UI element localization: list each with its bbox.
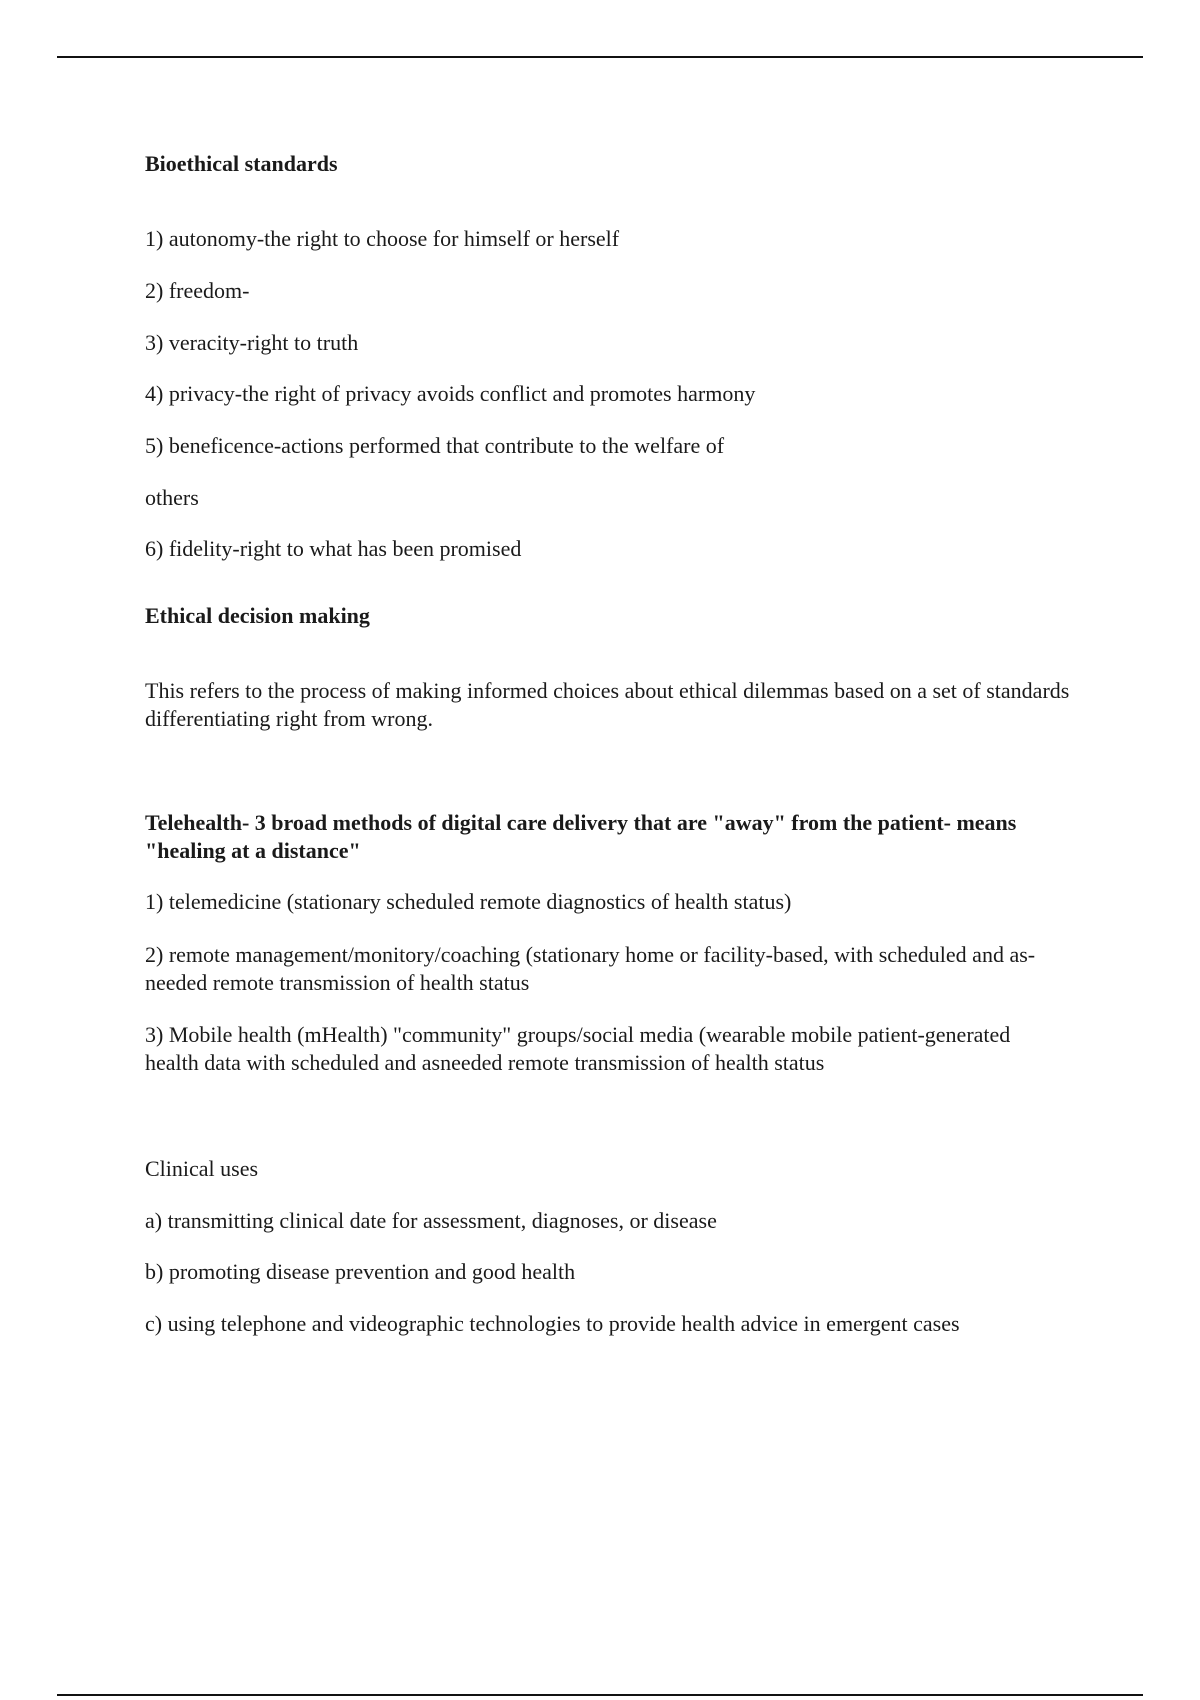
list-item: 1) telemedicine (stationary scheduled remote diagnostics of health status) — [145, 889, 792, 914]
list-item: 2) freedom- — [145, 278, 250, 303]
list-item: c) using telephone and videographic technologies to provide health advice in emergent cases — [145, 1311, 960, 1336]
heading-telehealth: Telehealth- 3 broad methods of digital care delivery that are "away" from the patient- means "healing at a distance" — [145, 810, 1017, 863]
list-item: a) transmitting clinical date for assessment, diagnoses, or disease — [145, 1208, 717, 1233]
list-item: b) promoting disease prevention and good health — [145, 1259, 576, 1284]
list-item: 5) beneficence-actions performed that contribute to the welfare of — [145, 433, 725, 458]
heading-ethical-decision-making: Ethical decision making — [145, 603, 370, 628]
list-item: 3) veracity-right to truth — [145, 330, 359, 355]
paragraph-ethical-decision: This refers to the process of making informed choices about ethical dilemmas based on a set of standards differentiating right from wrong. — [145, 678, 1070, 731]
heading-bioethical-standards: Bioethical standards — [145, 151, 338, 176]
heading-clinical-uses: Clinical uses — [145, 1156, 259, 1181]
list-item: 2) remote management/monitory/coaching (stationary home or facility-based, with scheduled and as-needed remote transmission of health status — [145, 942, 1036, 995]
list-item: 3) Mobile health (mHealth) "community" groups/social media (wearable mobile patient-generated health data with scheduled and asneeded remote transmission of health status — [145, 1022, 1011, 1075]
list-item: others — [145, 485, 199, 510]
bottom-rule — [57, 1694, 1143, 1696]
top-rule — [57, 56, 1143, 58]
list-item: 1) autonomy-the right to choose for himself or herself — [145, 226, 620, 251]
list-item: 4) privacy-the right of privacy avoids conflict and promotes harmony — [145, 381, 756, 406]
list-item: 6) fidelity-right to what has been promised — [145, 536, 522, 561]
